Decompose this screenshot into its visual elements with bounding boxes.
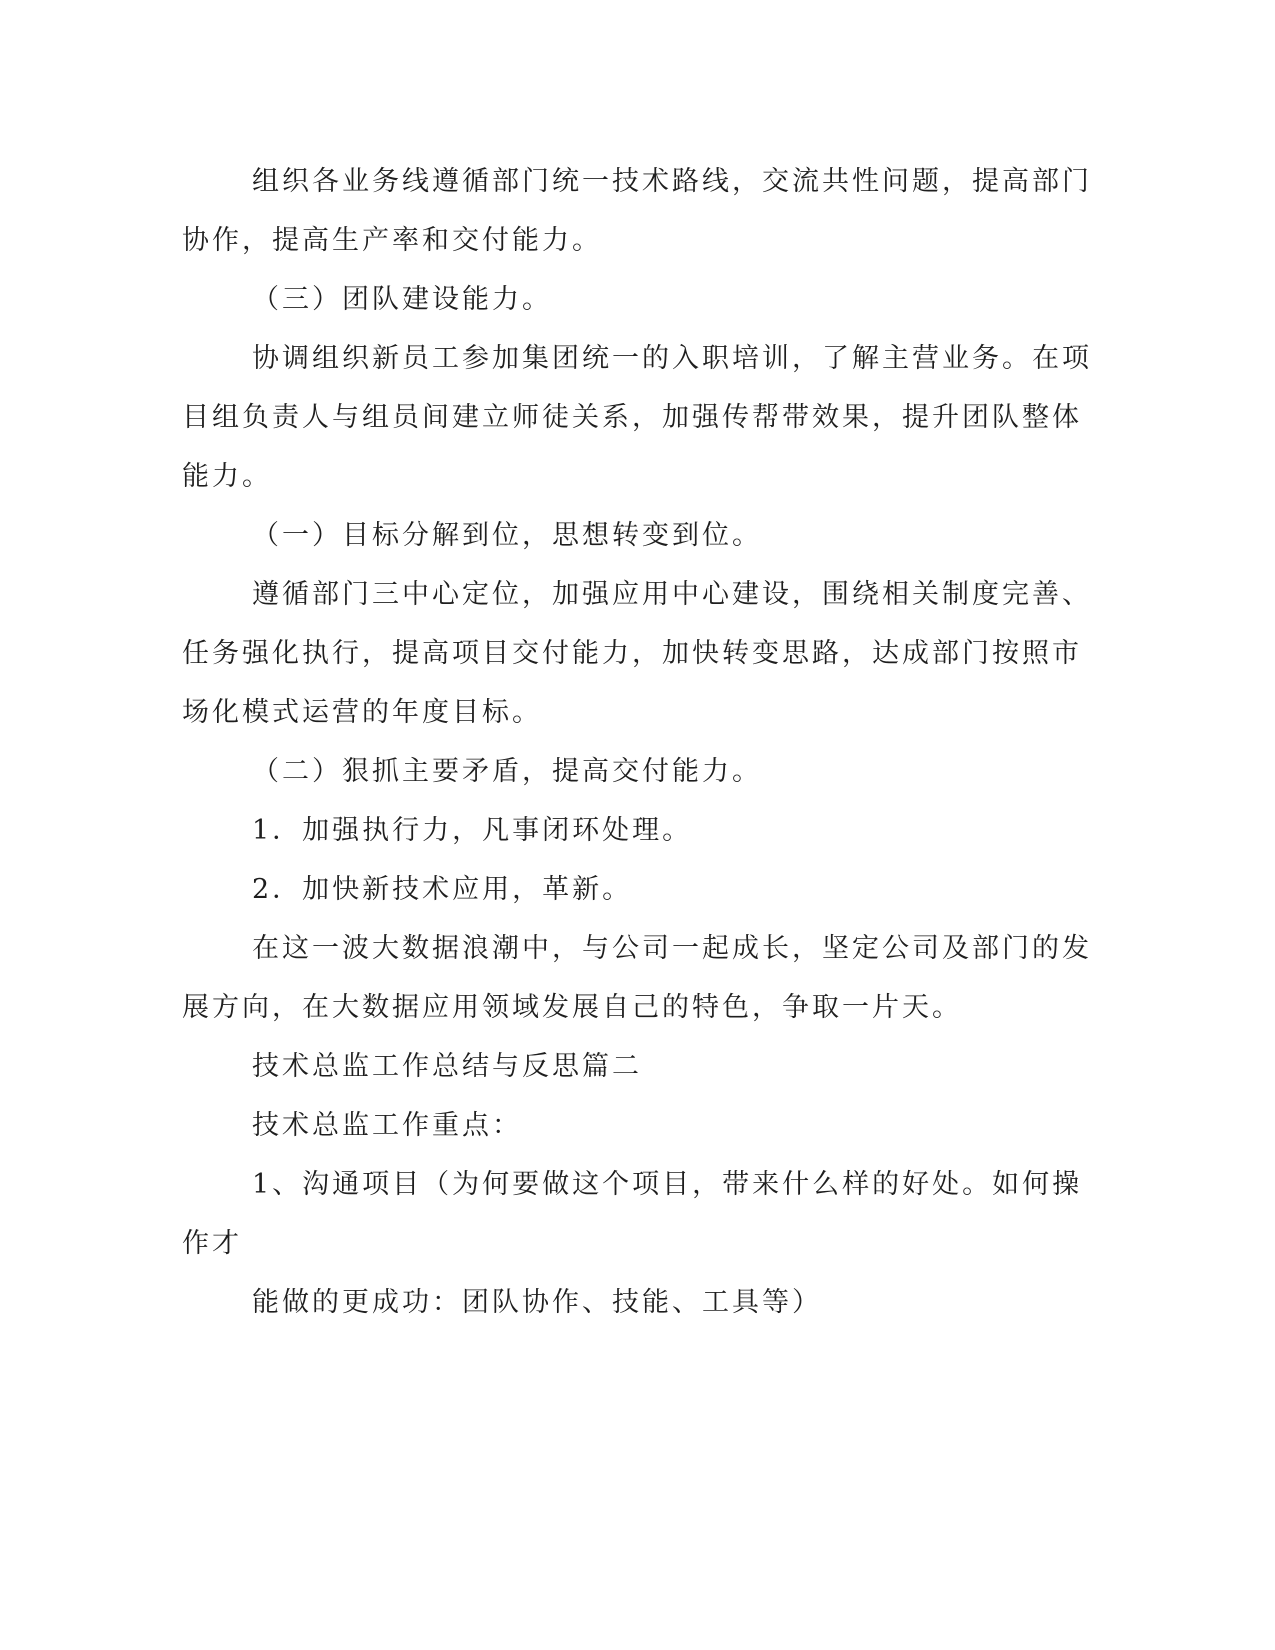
text-line: 技术总监工作重点： — [252, 1110, 522, 1141]
paragraph-3 — [182, 565, 1092, 742]
text-line: 2．加快新技术应用，革新。 — [252, 874, 633, 905]
text-line: 技术总监工作总结与反思篇二 — [252, 1051, 642, 1082]
article-title-part-2 — [182, 1037, 1032, 1096]
text-line: 任务强化执行，提高项目交付能力，加快转变思路，达成部门按照市 — [182, 638, 1082, 669]
paragraph-4 — [182, 919, 1092, 1037]
text-line: 目组负责人与组员间建立师徒关系，加强传帮带效果，提升团队整体 — [182, 402, 1082, 433]
paragraph-2 — [182, 329, 1092, 506]
text-line: 遵循部门三中心定位，加强应用中心建设，围绕相关制度完善、 — [252, 579, 1092, 610]
focus-item-1-continued — [182, 1273, 1032, 1332]
text-line: （一）目标分解到位，思想转变到位。 — [252, 520, 762, 551]
text-line: 展方向，在大数据应用领域发展自己的特色，争取一片天。 — [182, 992, 962, 1023]
text-line: 1．加强执行力，凡事闭环处理。 — [252, 815, 693, 846]
text-line: 协调组织新员工参加集团统一的入职培训，了解主营业务。在项 — [252, 343, 1092, 374]
text-line: 场化模式运营的年度目标。 — [182, 697, 542, 728]
section-heading-3 — [182, 270, 1032, 329]
document-body — [182, 152, 1092, 1332]
text-line: 1、沟通项目（为何要做这个项目，带来什么样的好处。如何操 — [252, 1169, 1083, 1200]
text-line: （三）团队建设能力。 — [252, 284, 552, 315]
focus-heading — [182, 1096, 1032, 1155]
text-line: 能做的更成功：团队协作、技能、工具等） — [252, 1287, 822, 1318]
text-line: 在这一波大数据浪潮中，与公司一起成长，坚定公司及部门的发 — [252, 933, 1092, 964]
text-line: 作才 — [182, 1228, 242, 1259]
focus-item-1 — [182, 1155, 1083, 1273]
text-line: 能力。 — [182, 461, 272, 492]
section-heading-2 — [182, 742, 1032, 801]
text-line: （二）狠抓主要矛盾，提高交付能力。 — [252, 756, 762, 787]
section-heading-1 — [182, 506, 1032, 565]
text-line: 组织各业务线遵循部门统一技术路线，交流共性问题，提高部门 — [252, 166, 1092, 197]
text-line: 协作，提高生产率和交付能力。 — [182, 225, 602, 256]
list-item-1 — [182, 801, 1032, 860]
list-item-2 — [182, 860, 1032, 919]
paragraph-1 — [182, 152, 1092, 270]
